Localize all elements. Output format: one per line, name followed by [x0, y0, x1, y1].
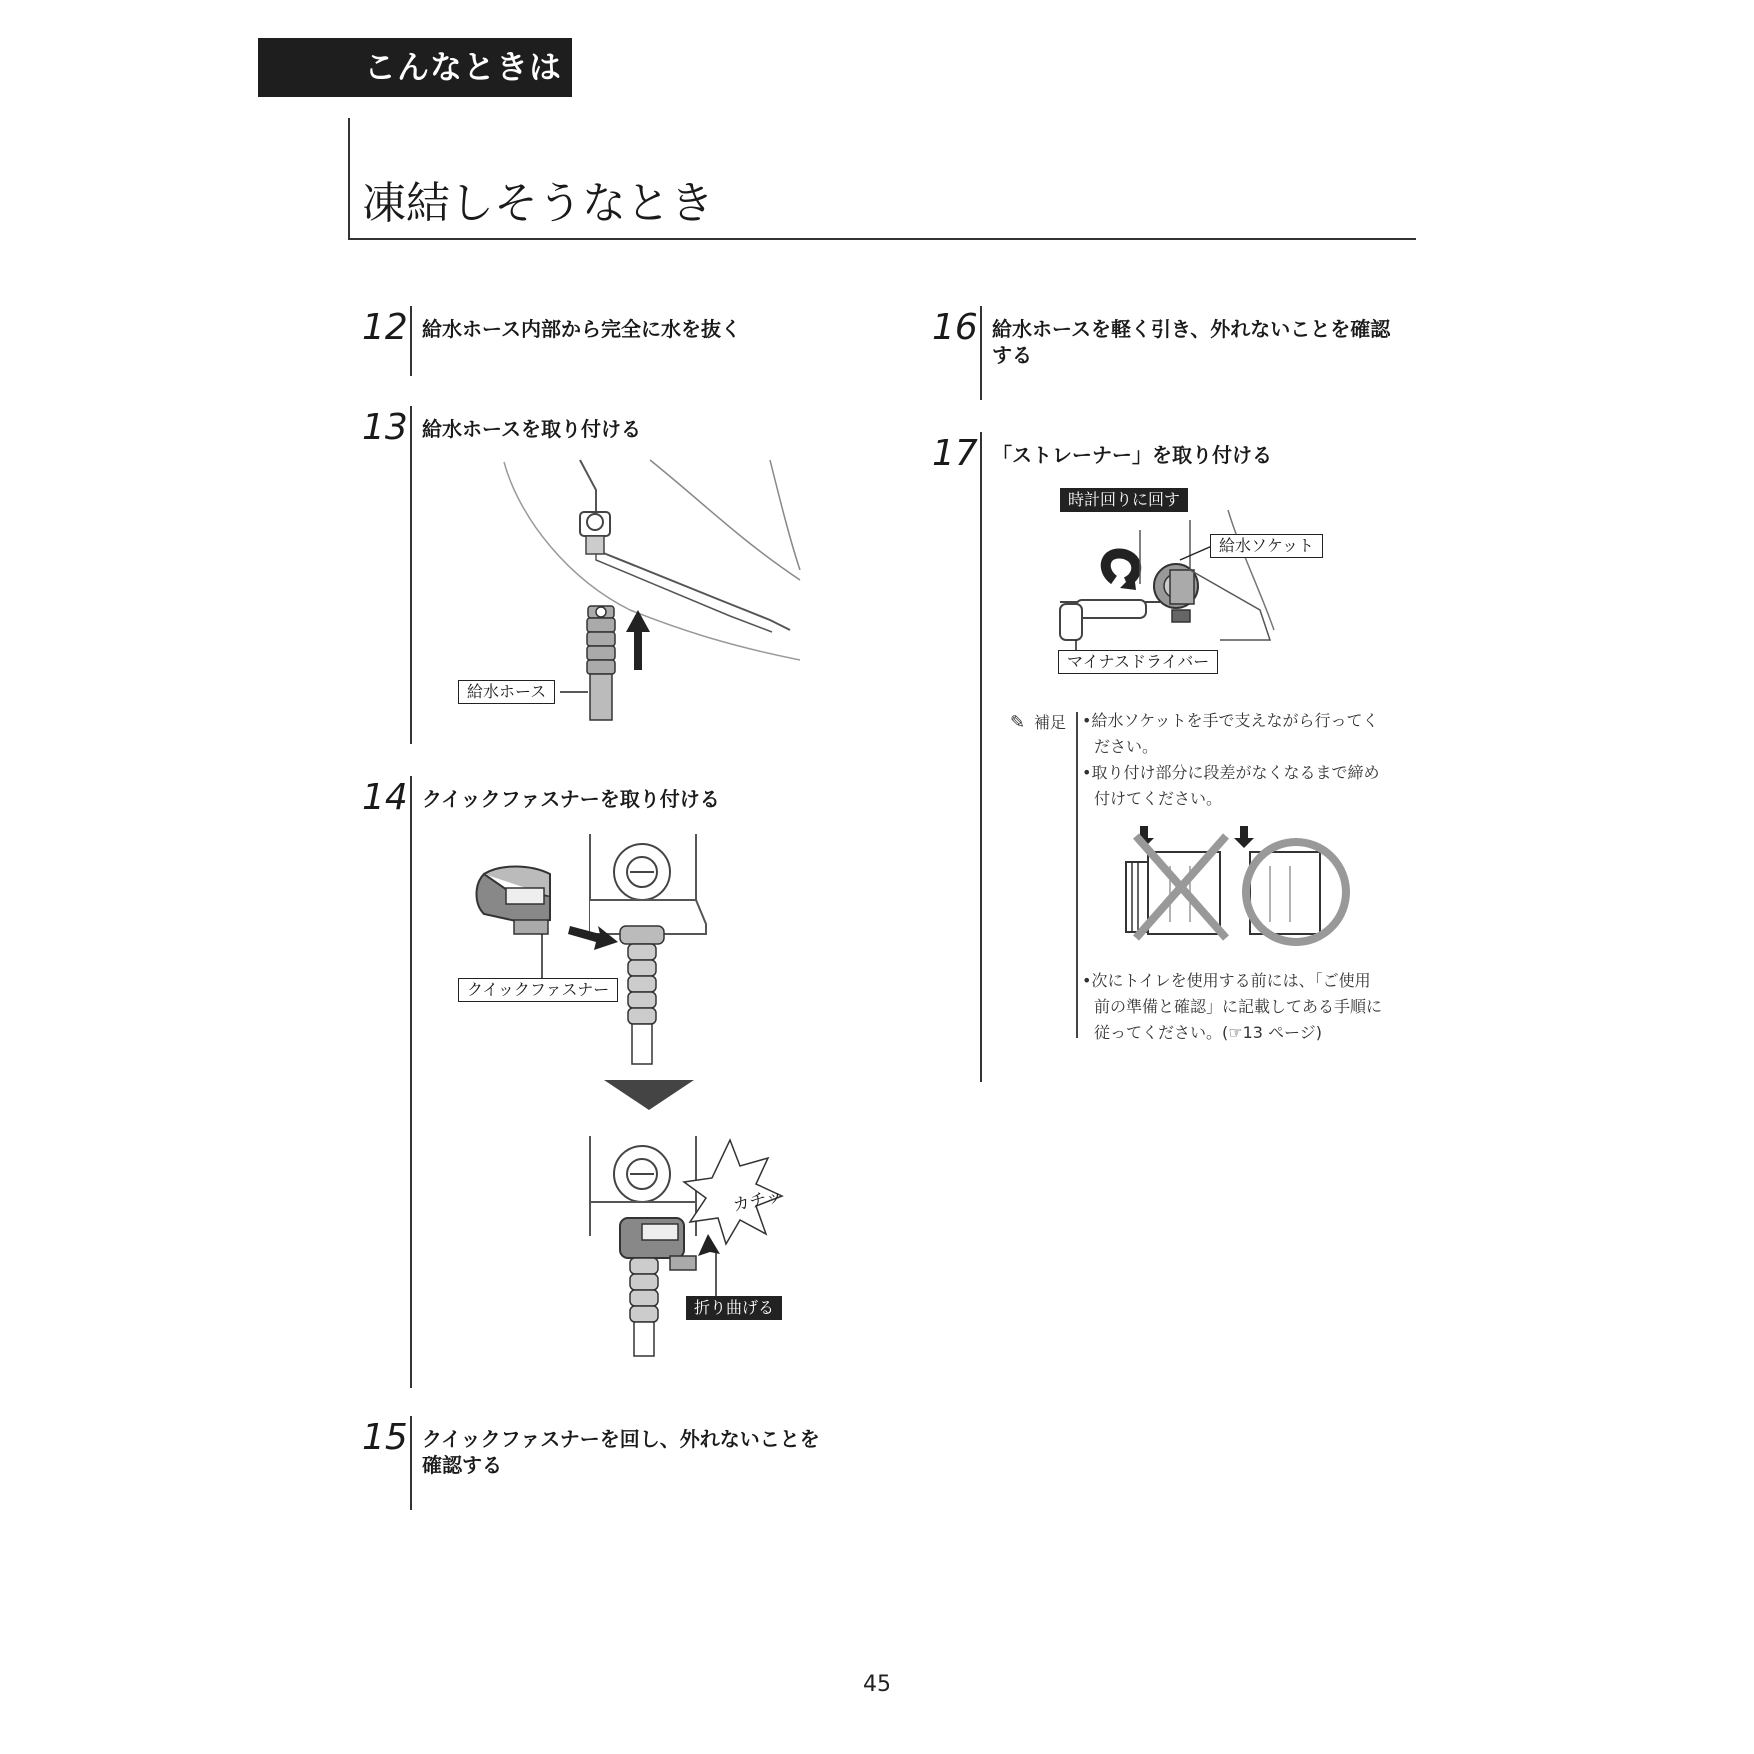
- note-item-3-line2: 前の準備と確認」に記載してある手順に: [1094, 997, 1383, 1016]
- title-rule-vertical: [348, 118, 350, 240]
- note-item-2-line2: 付けてください。: [1094, 789, 1223, 808]
- step-title-line2: する: [992, 343, 1032, 367]
- bend-label: 折り曲げる: [686, 1296, 782, 1320]
- clockwise-label: 時計回りに回す: [1060, 488, 1188, 512]
- note-item-2-line1: •取り付け部分に段差がなくなるまで締め: [1082, 763, 1380, 782]
- title-rule-horizontal: [348, 238, 1416, 240]
- page-number: 45: [863, 1672, 891, 1697]
- step-title: 給水ホースを取り付ける: [422, 417, 641, 441]
- note-heading: 補足: [1034, 713, 1067, 732]
- step-number: 16: [932, 307, 978, 348]
- step-bar: [410, 306, 412, 376]
- quick-fastener-after-illustration: [580, 1136, 800, 1356]
- note-bar: [1076, 712, 1078, 1038]
- step-title-line1: 給水ホースを軽く引き、外れないことを確認: [992, 317, 1391, 341]
- section-tab: こんなときは: [258, 38, 572, 97]
- step-title: クイックファスナーを取り付ける: [422, 787, 720, 811]
- click-sound-label: カチッ: [730, 1185, 785, 1216]
- step-bar: [410, 1416, 412, 1510]
- step-bar: [980, 306, 982, 400]
- step-number: 12: [362, 307, 408, 348]
- step-bar: [410, 776, 412, 1388]
- tighten-comparison-illustration: [1120, 826, 1350, 946]
- step-number: 14: [362, 777, 408, 818]
- pencil-icon: ✎: [1010, 712, 1026, 733]
- down-chevron-icon: [604, 1078, 694, 1112]
- note-item-3-line1: •次にトイレを使用する前には、「ご使用: [1082, 971, 1371, 990]
- note-item-1-line1: •給水ソケットを手で支えながら行ってく: [1082, 711, 1379, 730]
- step-title: 「ストレーナー」を取り付ける: [992, 443, 1272, 467]
- step-title-line1: クイックファスナーを回し、外れないことを: [422, 1427, 820, 1451]
- note-item-3-line3: 従ってください。(☞13 ページ): [1094, 1023, 1322, 1042]
- page-title: 凍結しそうなとき: [362, 178, 714, 229]
- supply-socket-label: 給水ソケット: [1210, 534, 1323, 558]
- quick-fastener-label: クイックファスナー: [458, 978, 618, 1002]
- step-bar: [980, 432, 982, 1082]
- step-number: 15: [362, 1417, 408, 1458]
- step-number: 17: [932, 433, 978, 474]
- step-title: 給水ホース内部から完全に水を抜く: [422, 317, 741, 341]
- strainer-install-illustration: [1060, 510, 1280, 650]
- note-item-1-line2: ださい。: [1094, 737, 1159, 756]
- flat-screwdriver-label: マイナスドライバー: [1058, 650, 1218, 674]
- step-bar: [410, 406, 412, 744]
- supply-hose-label: 給水ホース: [458, 680, 555, 704]
- step-number: 13: [362, 407, 408, 448]
- quick-fastener-before-illustration: [470, 834, 720, 1064]
- step-title-line2: 確認する: [422, 1453, 502, 1477]
